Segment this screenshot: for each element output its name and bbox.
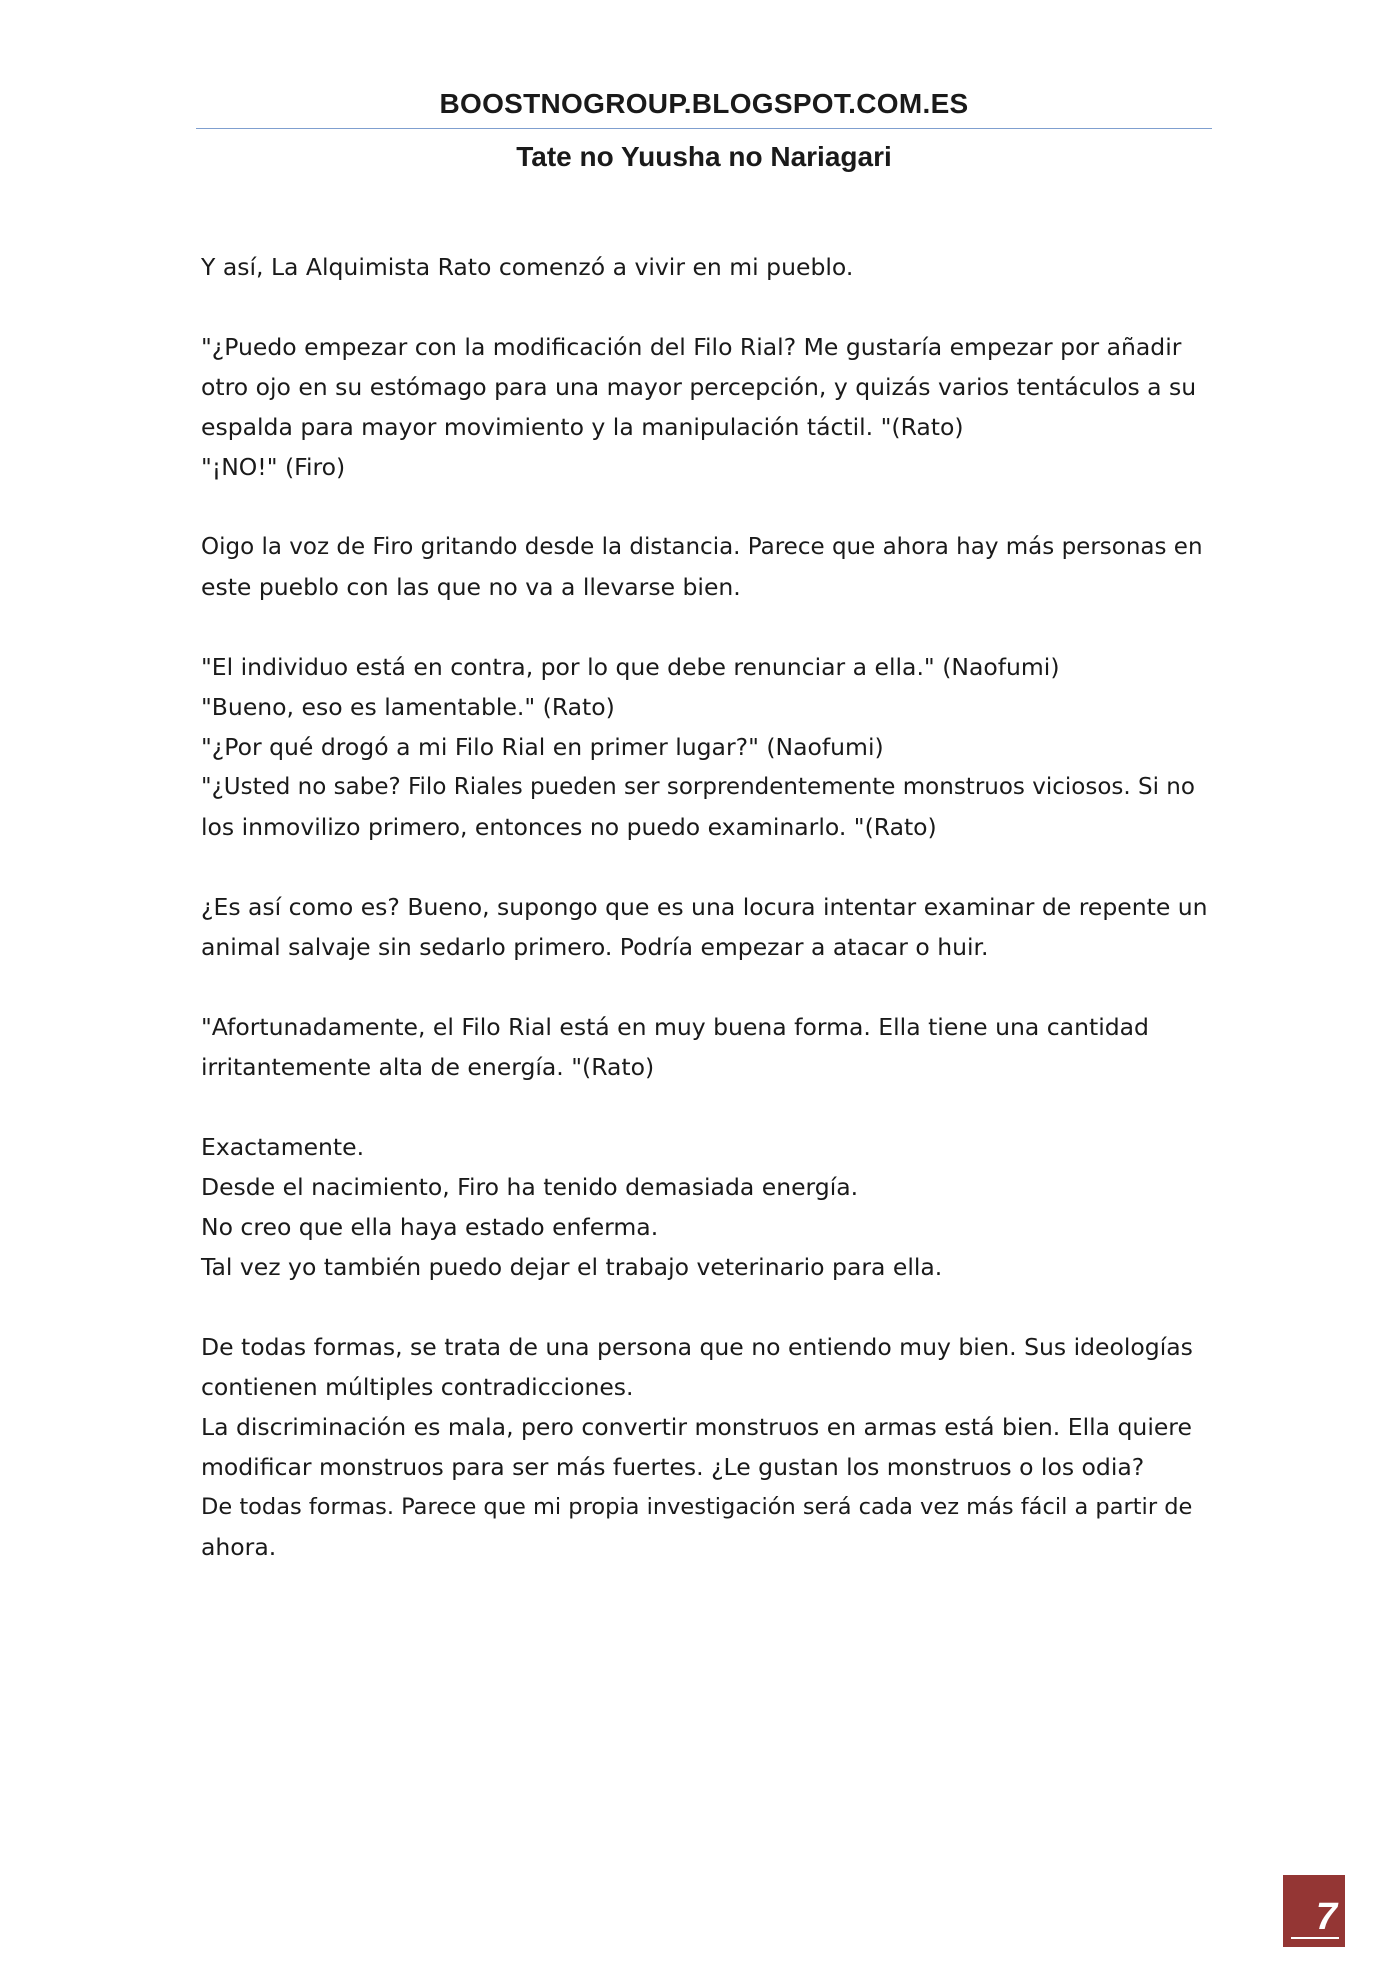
- paragraph: [201, 247, 1211, 287]
- text-line: "¿Puedo empezar con la modificación del Filo Rial? Me gustaría empezar por añadir: [201, 333, 1182, 361]
- text-line: este pueblo con las que no va a llevarse bien.: [201, 573, 741, 601]
- text-line: "¡NO!" (Firo): [201, 453, 346, 481]
- text-line: "¿Por qué drogó a mi Filo Rial en primer lugar?" (Naofumi): [201, 733, 884, 761]
- header-divider: [196, 128, 1212, 129]
- text-line: Tal vez yo también puedo dejar el trabajo veterinario para ella.: [201, 1253, 943, 1281]
- text-line: Y así, La Alquimista Rato comenzó a vivir en mi pueblo.: [201, 253, 854, 281]
- text-line: ¿Es así como es? Bueno, supongo que es una locura intentar examinar de repente un: [201, 893, 1208, 921]
- text-line: ahora.: [201, 1533, 277, 1561]
- page-number-underline: [1291, 1937, 1339, 1939]
- paragraph: [201, 1007, 1211, 1087]
- text-line: animal salvaje sin sedarlo primero. Podría empezar a atacar o huir.: [201, 933, 989, 961]
- paragraph: [201, 527, 1211, 607]
- text-line: "El individuo está en contra, por lo que debe renunciar a ella." (Naofumi): [201, 653, 1060, 681]
- text-line: Oigo la voz de Firo gritando desde la distancia. Parece que ahora hay más personas en: [201, 534, 1203, 560]
- text-line: La discriminación es mala, pero convertir monstruos en armas está bien. Ella quiere: [201, 1413, 1192, 1441]
- text-line: contienen múltiples contradicciones.: [201, 1373, 634, 1401]
- paragraph: [201, 1127, 1211, 1287]
- site-title: BOOSTNOGROUP.BLOGSPOT.COM.ES: [439, 88, 969, 119]
- body-text: [201, 247, 1211, 1607]
- book-title: Tate no Yuusha no Nariagari: [516, 141, 892, 172]
- text-line: "Afortunadamente, el Filo Rial está en muy buena forma. Ella tiene una cantidad: [201, 1013, 1149, 1041]
- text-line: otro ojo en su estómago para una mayor percepción, y quizás varios tentáculos a su: [201, 373, 1197, 401]
- page-number-badge: [1283, 1875, 1345, 1947]
- text-line: "¿Usted no sabe? Filo Riales pueden ser sorprendentemente monstruos viciosos. Si no: [201, 774, 1195, 800]
- text-line: los inmovilizo primero, entonces no puedo examinarlo. "(Rato): [201, 813, 937, 841]
- text-line: Desde el nacimiento, Firo ha tenido demasiada energía.: [201, 1173, 859, 1201]
- paragraph: [201, 327, 1211, 487]
- text-line: De todas formas. Parece que mi propia investigación será cada vez más fácil a partir de: [201, 1494, 1193, 1520]
- text-line: No creo que ella haya estado enferma.: [201, 1213, 659, 1241]
- text-line: irritantemente alta de energía. "(Rato): [201, 1053, 655, 1081]
- text-line: espalda para mayor movimiento y la manipulación táctil. "(Rato): [201, 413, 964, 441]
- text-line: modificar monstruos para ser más fuertes. ¿Le gustan los monstruos o los odia?: [201, 1453, 1145, 1481]
- paragraph: [201, 887, 1211, 967]
- page-number: 7: [1315, 1896, 1337, 1938]
- text-line: De todas formas, se trata de una persona que no entiendo muy bien. Sus ideologías: [201, 1333, 1193, 1361]
- text-line: Exactamente.: [201, 1133, 365, 1161]
- page-header: [196, 84, 1212, 177]
- paragraph: [201, 1327, 1211, 1567]
- paragraph: [201, 647, 1211, 847]
- text-line: "Bueno, eso es lamentable." (Rato): [201, 693, 615, 721]
